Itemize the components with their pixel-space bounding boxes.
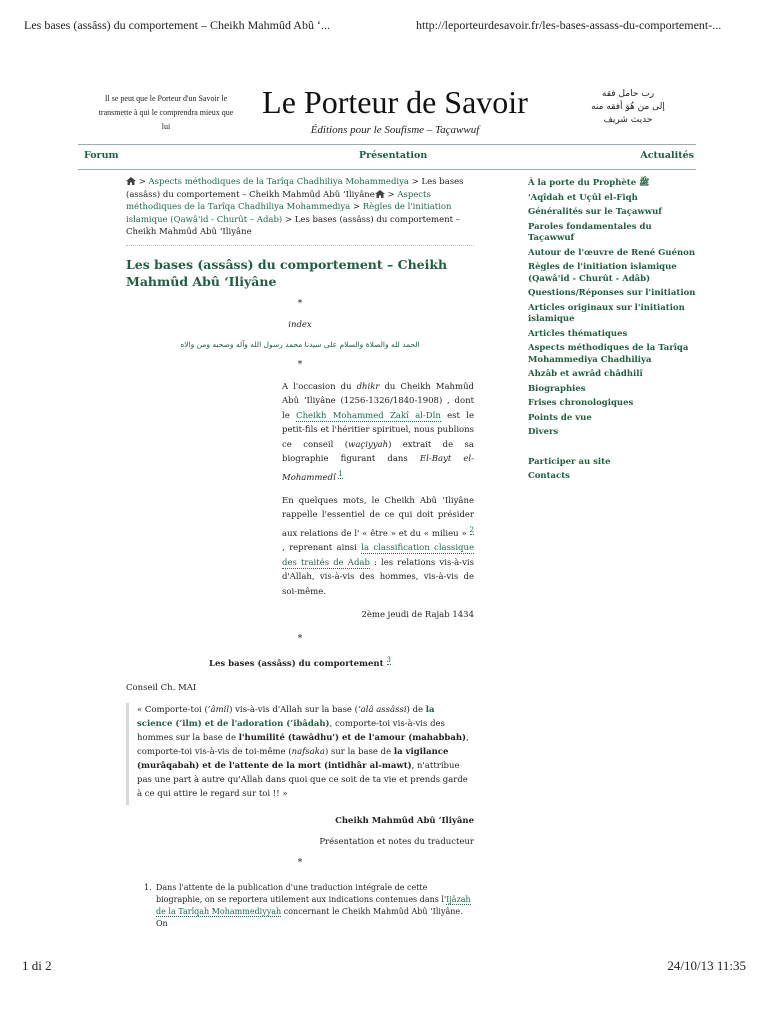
text: ) vis-à-vis d'Allah sur la base ( [229, 705, 358, 716]
motto-right-line1: رب حامل فقه [601, 89, 655, 99]
print-header [24, 18, 748, 34]
sidebar-item-biographies[interactable]: Biographies [528, 383, 586, 394]
index-label: index [288, 319, 312, 330]
text-dhikr: dhikr [356, 381, 380, 392]
text: , n'attribue pas une part à autre qu'Allah dans quoi que ce soit de ta vie et prends garde à ce qui attire le regard sur toi !! » [137, 761, 468, 800]
text: nafsaka [291, 747, 325, 758]
text-wasiyyah: waçiyyah [348, 439, 389, 450]
text: ) de [406, 705, 426, 716]
separator-star: * [297, 633, 303, 644]
text: « Comporte-toi ( [137, 705, 208, 716]
text: ‘âmil [207, 705, 230, 716]
sidebar-item-thematiques[interactable]: Articles thématiques [528, 328, 628, 339]
intro-paragraph-2 [282, 494, 474, 599]
breadcrumb-link-regles[interactable]: Règles de l'initiation islamique (Qawâ'id - Churût – Adab) [126, 202, 452, 225]
sidebar-item-questions[interactable]: Questions/Réponses sur l'initiation [528, 288, 696, 298]
breadcrumb-link-aspects[interactable]: Aspects méthodiques de la Tarîqa Chadhiliya Mohammediya [148, 177, 409, 187]
text-science: la science (‘ilm) et de l'adoration (‘ibâdah) [137, 705, 435, 730]
text: ‘alâ assâssi [357, 705, 407, 716]
page-count: 1 di 2 [22, 958, 52, 973]
text: , comporte-toi vis-à-vis des hommes sur la base de [137, 719, 445, 744]
link-classification[interactable]: la classification classique des traités de Adab [282, 543, 474, 568]
home-icon[interactable] [126, 177, 136, 185]
text: ) extrait de sa biographie figurant dans [282, 439, 474, 464]
nav-forum[interactable]: Forum [84, 150, 119, 161]
sidebar-item-frises[interactable]: Frises chronologiques [528, 398, 634, 408]
breadcrumb-sep: > [284, 214, 293, 225]
text: : les relations vis-à-vis d'Allah, vis-à-vis des hommes, vis-à-vis de soi-même. [282, 557, 475, 597]
sidebar-item-aqidah[interactable]: 'Aqîdah et Uçûl el-Fiqh [528, 192, 638, 203]
separator-star: * [297, 359, 303, 370]
intro-paragraph-1 [282, 380, 474, 485]
text: est le petit-fils et l'héritier spirituel, nous publions ce conseil ( [282, 410, 474, 450]
link-ijazah[interactable]: Ijâzah de la Tarîqah Mohammediyyah [156, 895, 471, 917]
text: Dans l'attente de la publication d'une traduction intégrale de cette biographie, on se reportera utilement aux indications contenues dans l' [156, 883, 447, 905]
breadcrumb-current: Les bases (assâss) du comportement – Cheikh Mahmûd Abû ‘Iliyâne [126, 177, 464, 200]
sidebar-item-articles-originaux[interactable]: Articles originaux sur l'initiation islamique [528, 302, 685, 324]
text: concernant le Cheikh Mahmûd Abû ‘Iliyâne. On [156, 907, 463, 929]
section-title-text: Les bases (assâss) du comportement [209, 658, 384, 669]
separator-star: * [297, 858, 303, 869]
sidebar-item-paroles[interactable]: Paroles fondamentales du Taçawwuf [528, 221, 652, 243]
footnote-number: 1. [144, 883, 152, 893]
site-title[interactable]: Le Porteur de Savoir [262, 84, 528, 120]
footnote-ref-1[interactable]: 1 [338, 469, 343, 478]
text: , reprenant ainsi [282, 543, 362, 554]
breadcrumb-tail: Les bases (assâss) du comportement – Cheikh Mahmûd Abû ‘Iliyâne [126, 214, 460, 237]
article-content [126, 176, 474, 930]
sidebar-item-contacts[interactable]: Contacts [528, 471, 570, 481]
intro-column [282, 380, 474, 623]
text: du Cheikh Mahmûd Abû ‘Iliyâne (1256-1326/1840-1908) , dont le [282, 381, 474, 421]
footnote-ref-3[interactable]: 3 [386, 655, 391, 664]
footnote-1 [126, 882, 474, 930]
date-line: 2ème jeudi de Rajab 1434 [361, 610, 474, 621]
text: En quelques mots, le Cheikh Abû ‘Iliyâne rappelle l'essentiel de ce qui doit présider aux relations de l' « être » et du « milieu » [282, 495, 474, 539]
conseil-label: Conseil Ch. MAI [126, 683, 197, 694]
site-subtitle: Éditions pour le Soufisme – Taçawwuf [310, 124, 480, 136]
breadcrumb [126, 176, 474, 246]
arabic-invocation: الحمد لله والصلاة والسلام على سيدنا محمد رسول الله وآله وصحبه ومن والاه [180, 339, 420, 349]
section-title [126, 654, 474, 671]
sidebar-item-prophete[interactable]: À la porte du Prophète ﷺ [528, 178, 650, 188]
sidebar-item-divers[interactable]: Divers [528, 427, 559, 437]
sidebar-menu [528, 178, 700, 486]
breadcrumb-sep: > [387, 189, 395, 200]
sidebar-item-participer[interactable]: Participer au site [528, 456, 611, 467]
home-icon[interactable] [375, 190, 385, 198]
article-title: Les bases (assâss) du comportement – Cheikh Mahmûd Abû ‘Iliyâne [126, 256, 448, 289]
sidebar-item-points-de-vue[interactable]: Points de vue [528, 412, 592, 423]
main-nav [78, 144, 696, 170]
link-cheikh-zaki[interactable]: Cheikh Mohammed Zakî al-Dîn [296, 410, 441, 421]
text: , comporte-toi vis-à-vis de toi-même ( [137, 733, 469, 758]
footnote-ref-2[interactable]: 2 [469, 525, 474, 534]
nav-news[interactable]: Actualités [640, 150, 694, 161]
print-datetime: 24/10/13 11:35 [667, 958, 746, 973]
sidebar-item-regles[interactable]: Règles de l'initiation islamique (Qawâ'id - Churût - Adâb) [528, 262, 677, 284]
text-book: El-Bayt el-Mohammedî [282, 454, 474, 483]
breadcrumb-sep: > [138, 177, 146, 187]
nav-presentation[interactable]: Présentation [359, 150, 428, 161]
sidebar-gap [528, 442, 700, 454]
breadcrumb-link-aspects-2[interactable]: Aspects méthodiques de la Tarîqa Chadhiliya Mohammediya [126, 189, 431, 212]
separator-star: * [297, 298, 303, 309]
quote-block [126, 703, 474, 805]
site-motto-right [578, 88, 678, 127]
sidebar-item-ahzab[interactable]: Ahzâb et awrâd châdhilî [528, 369, 643, 379]
signature: Cheikh Mahmûd Abû ‘Iliyâne [335, 816, 474, 827]
sidebar-item-aspects[interactable]: Aspects méthodiques de la Tarîqa Mohammediya Chadhiliya [528, 343, 689, 365]
text: ) sur la base de [324, 747, 394, 758]
text: A l'occasion du [282, 381, 357, 392]
site-motto-left: Il se peut que le Porteur d'un Savoir le transmette à qui le comprendra mieux que lui [98, 94, 234, 131]
translator-note: Présentation et notes du traducteur [319, 837, 474, 848]
breadcrumb-sep: > [411, 177, 419, 187]
print-header-url: http://leporteurdesavoir.fr/les-bases-assass-du-comportement-... [416, 18, 722, 32]
text-vigilance: la vigilance (murâqabah) et de l'attente de la mort (intidhâr al-mawt) [137, 747, 449, 772]
print-header-title: Les bases (assâss) du comportement – Cheikh Mahmûd Abû ‘... [24, 18, 330, 32]
text-humilite: l'humilité (tawâdhu') et de l'amour (mahabbah) [238, 733, 467, 744]
sidebar-item-generalites[interactable]: Généralités sur le Taçawwuf [528, 207, 662, 217]
sidebar-item-guenon[interactable]: Autour de l'œuvre de René Guénon [528, 247, 696, 258]
breadcrumb-sep: > [352, 202, 361, 212]
motto-right-line2: إلى من هُوَ أفقه منه [591, 102, 665, 112]
motto-right-line3: حديث شريف [603, 115, 653, 125]
